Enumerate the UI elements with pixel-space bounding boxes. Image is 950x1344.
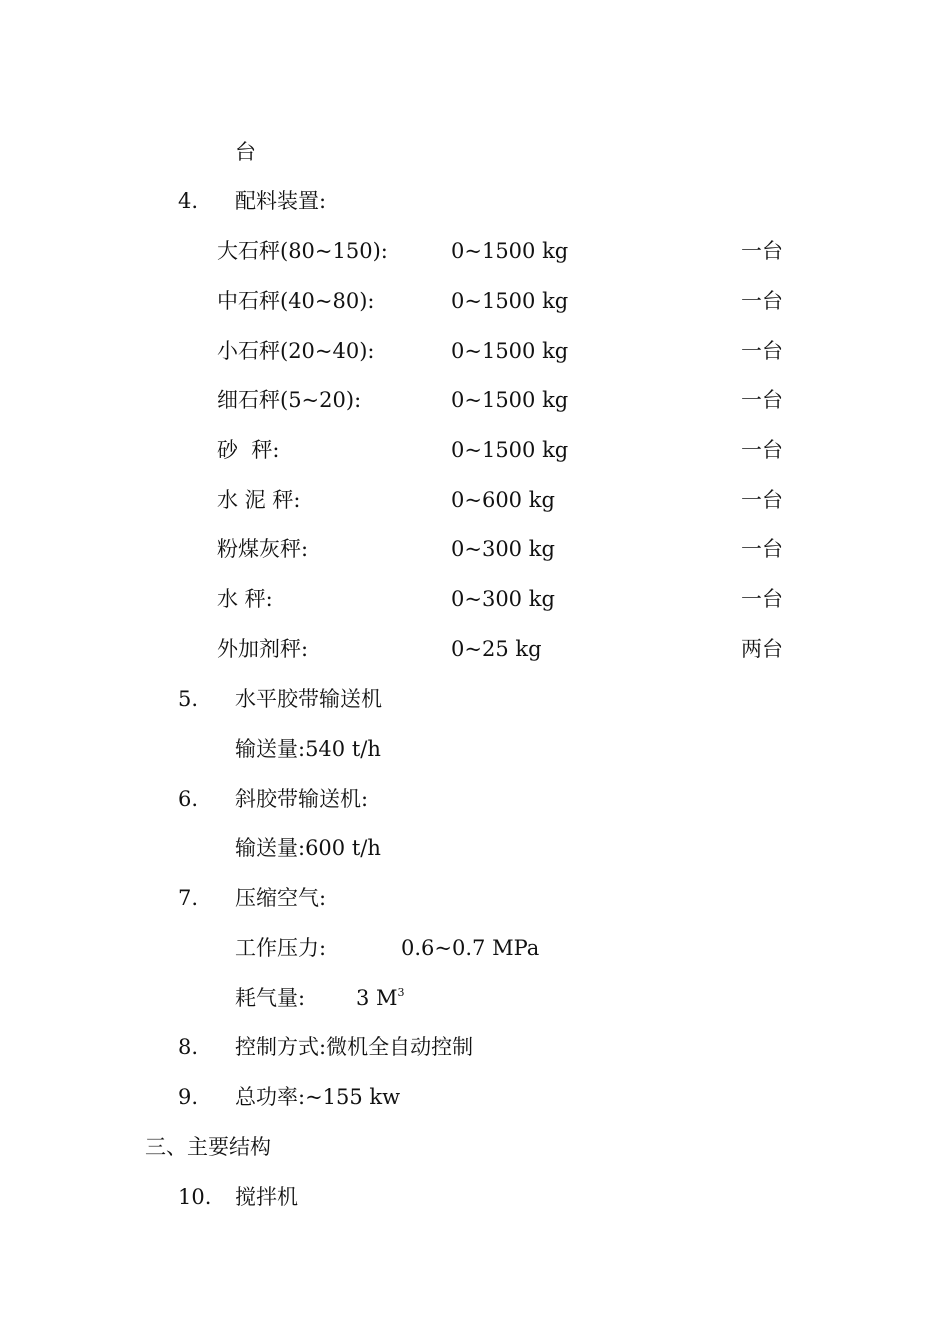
section-4-number: 4. <box>178 189 199 213</box>
scale-label: 水 泥 秤: <box>217 488 301 512</box>
scale-label: 小石秤(20~40): <box>217 339 375 363</box>
scale-count: 一台 <box>741 537 783 561</box>
heading-main-structure: 三、主要结构 <box>145 1135 271 1159</box>
scale-count: 一台 <box>741 388 783 412</box>
section-7-title: 压缩空气: <box>235 886 327 910</box>
scale-range: 0~300 kg <box>451 587 555 611</box>
scale-range: 0~1500 kg <box>451 289 569 313</box>
scale-count: 一台 <box>741 438 783 462</box>
scale-count: 一台 <box>741 339 783 363</box>
scale-label: 外加剂秤: <box>217 637 309 661</box>
section-6-detail: 输送量:600 t/h <box>235 836 381 860</box>
scale-label: 中石秤(40~80): <box>217 289 375 313</box>
section-8-text: 控制方式:微机全自动控制 <box>235 1035 474 1059</box>
scale-label: 砂 秤: <box>217 438 280 462</box>
section-9-text: 总功率:~155 kw <box>235 1085 401 1109</box>
pressure-value: 0.6~0.7 MPa <box>401 936 540 960</box>
scale-range: 0~1500 kg <box>451 388 569 412</box>
consumption-superscript: 3 <box>397 986 405 999</box>
section-5-number: 5. <box>178 687 199 711</box>
scale-range: 0~1500 kg <box>451 438 569 462</box>
section-9-number: 9. <box>178 1085 199 1109</box>
scale-count: 一台 <box>741 587 783 611</box>
section-4-title: 配料装置: <box>235 189 327 213</box>
section-8-number: 8. <box>178 1035 199 1059</box>
scale-label: 粉煤灰秤: <box>217 537 309 561</box>
pressure-label: 工作压力: <box>235 936 327 960</box>
scale-range: 0~300 kg <box>451 537 555 561</box>
section-10-title: 搅拌机 <box>235 1185 298 1209</box>
scale-label: 大石秤(80~150): <box>217 239 388 263</box>
section-7-number: 7. <box>178 886 199 910</box>
section-10-number: 10. <box>178 1185 212 1209</box>
scale-label: 水 秤: <box>217 587 273 611</box>
consumption-value <box>356 984 405 1012</box>
consumption-label: 耗气量: <box>235 986 306 1010</box>
continuation-text: 台 <box>235 140 256 164</box>
section-6-title: 斜胶带输送机: <box>235 787 369 811</box>
scale-range: 0~600 kg <box>451 488 555 512</box>
section-5-detail: 输送量:540 t/h <box>235 737 381 761</box>
scale-count: 一台 <box>741 488 783 512</box>
scale-count: 一台 <box>741 289 783 313</box>
scale-range: 0~1500 kg <box>451 239 569 263</box>
scale-count: 两台 <box>741 637 783 661</box>
section-5-title: 水平胶带输送机 <box>235 687 382 711</box>
scale-range: 0~25 kg <box>451 637 542 661</box>
section-6-number: 6. <box>178 787 199 811</box>
consumption-value-text: 3 M <box>356 986 398 1010</box>
scale-label: 细石秤(5~20): <box>217 388 362 412</box>
scale-range: 0~1500 kg <box>451 339 569 363</box>
scale-count: 一台 <box>741 239 783 263</box>
